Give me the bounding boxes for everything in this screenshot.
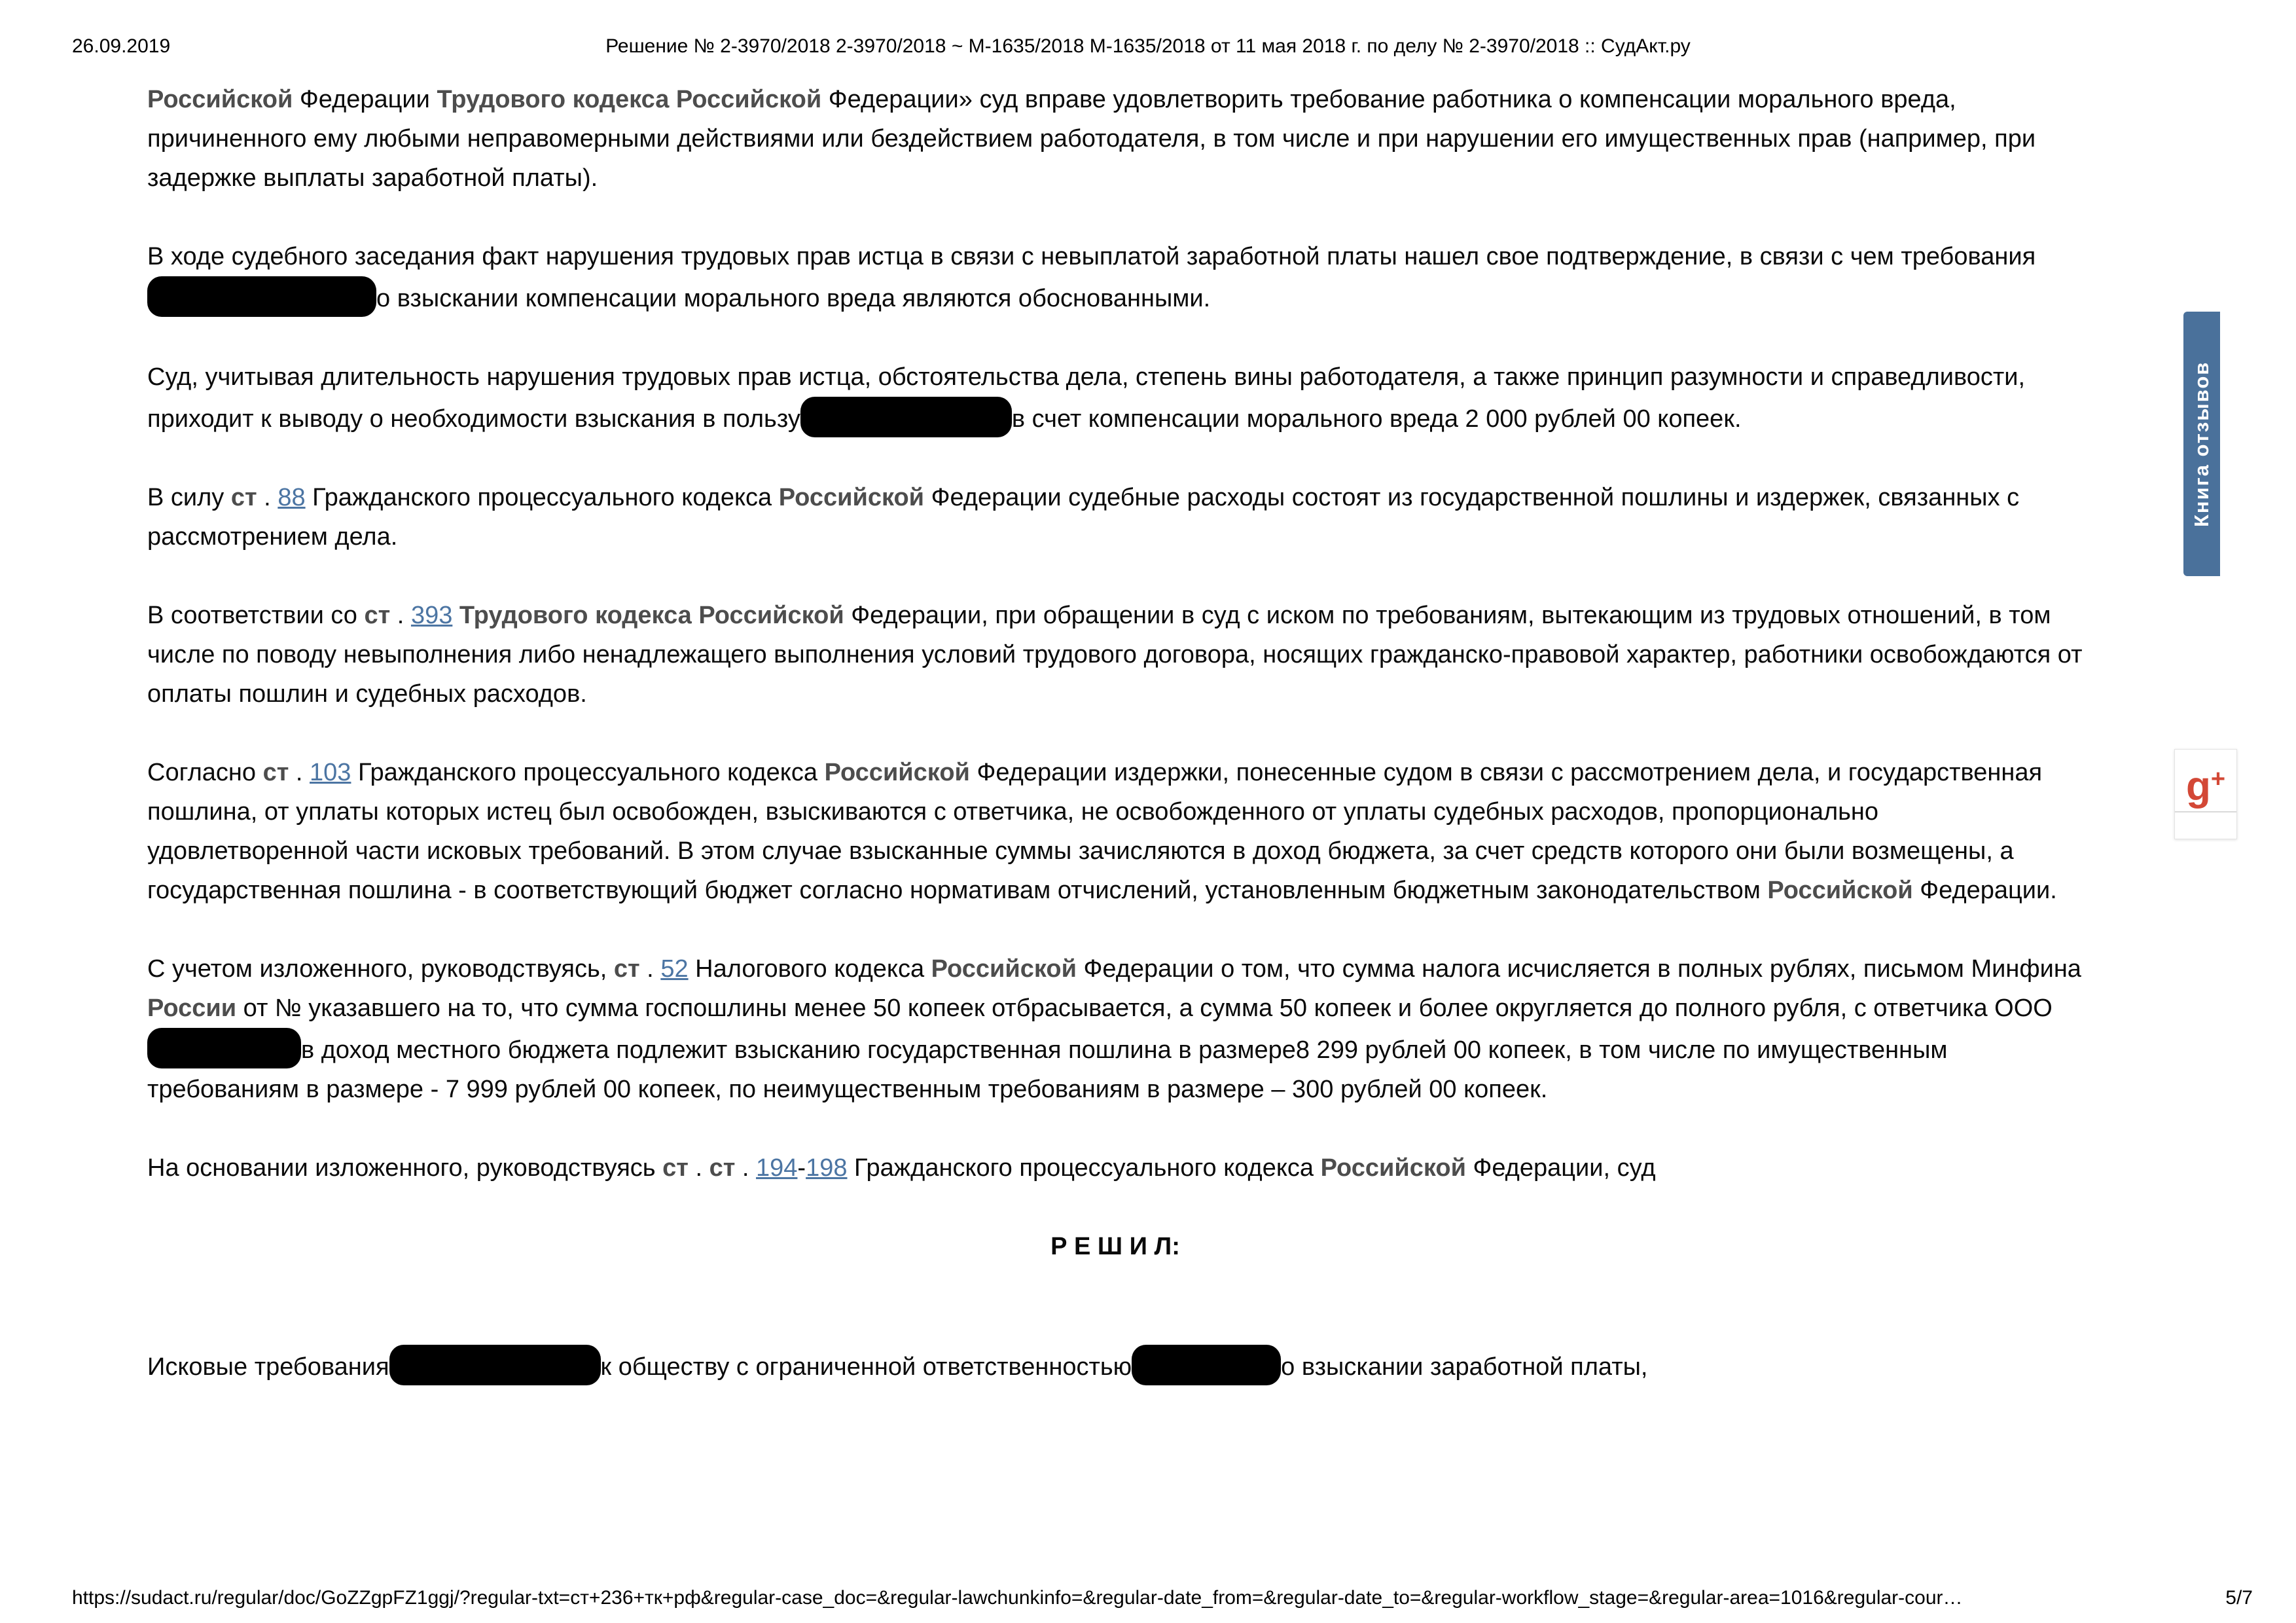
text-run: Федерации: [293, 86, 437, 113]
feedback-banner-label: Книга отзывов: [2190, 361, 2213, 527]
gplus-plus-sign: +: [2210, 765, 2226, 793]
highlighted-term: Трудового кодекса Российской: [437, 86, 822, 113]
highlighted-term: Российской: [147, 86, 293, 113]
print-footer-url: https://sudact.ru/regular/doc/GoZZgpFZ1ggj/?regular-txt=ст+236+тк+рф&regular-case_doc=&regular-lawchunkinfo=&regular-date_from=&regular-date_to=&regular-workflow_stage=&regular-area=1016&regular-cour…: [72, 1587, 1963, 1609]
text-run: В соответствии со: [147, 602, 365, 629]
text-run: в счет компенсации морального вреда 2 000 рублей 00 копеек.: [1011, 405, 1742, 433]
paragraph: [147, 949, 2083, 1109]
highlighted-term: ст: [262, 759, 289, 786]
text-run: от № указавшего на то, что сумма госпошлины менее 50 копеек отбрасывается, а сумма 50 копеек и более округляется до полного рубля, с ответчика ООО: [236, 994, 2053, 1022]
redaction-box: [800, 397, 1012, 437]
resolution-heading: [147, 1227, 2083, 1266]
highlighted-term: ст: [230, 484, 257, 511]
paragraph: [147, 753, 2083, 910]
text-run: Федерации.: [1912, 877, 2057, 904]
text-run: В силу: [147, 484, 231, 511]
gplus-g: g: [2185, 764, 2211, 809]
text-run: Гражданского процессуального кодекса: [351, 759, 825, 786]
text-run: Гражданского процессуального кодекса: [847, 1154, 1321, 1182]
text-run: На основании изложенного, руководствуясь: [147, 1154, 663, 1182]
highlighted-term: ст: [364, 602, 391, 629]
text-run: Федерации» суд вправе удовлетворить требование работника о компенсации морального вреда, причиненного ему любыми неправомерными действиями или бездействием работодателя, в том числе и при нарушении его имущественных прав (например, при задержке выплаты заработной платы).: [147, 86, 2036, 192]
highlighted-term: Российской: [778, 484, 925, 511]
article-link[interactable]: 103: [310, 759, 351, 786]
redaction-box: [389, 1345, 601, 1385]
article-link[interactable]: 198: [806, 1154, 848, 1182]
text-run: .: [639, 955, 661, 983]
text-run: Налогового кодекса: [688, 955, 931, 983]
print-header-date: 26.09.2019: [72, 35, 171, 57]
text-run: о взыскании компенсации морального вреда являются обоснованными.: [376, 285, 1211, 312]
paragraph: [147, 596, 2083, 714]
text-run: в доход местного бюджета подлежит взысканию государственная пошлина в размере8 299 рублей 00 копеек, в том числе по имущественным требованиям в размере - 7 999 рублей 00 копеек, по неимущественным требованиям в размере – 300 рублей 00 копеек.: [147, 1036, 1948, 1103]
paragraph: [147, 1148, 2083, 1188]
redaction-box: [1132, 1345, 1281, 1385]
paragraph: [147, 1345, 2083, 1387]
text-run: [452, 602, 459, 629]
text-run: .: [735, 1154, 757, 1182]
text-run: С учетом изложенного, руководствуясь,: [147, 955, 614, 983]
article-link[interactable]: 194: [756, 1154, 798, 1182]
text-run: Федерации, суд: [1465, 1154, 1656, 1182]
article-link[interactable]: 393: [410, 602, 453, 629]
print-footer-page-indicator: 5/7: [2225, 1587, 2253, 1609]
google-plus-icon: [2175, 751, 2236, 815]
paragraph: [147, 80, 2083, 198]
text-run: Федерации о том, что сумма налога исчисляется в полных рублях, письмом Минфина: [1076, 955, 2081, 983]
highlighted-term: Трудового кодекса Российской: [459, 602, 844, 629]
text-run: Р Е Ш И Л:: [1050, 1233, 1180, 1260]
text-run: Исковые требования: [147, 1353, 389, 1381]
paragraph: [147, 478, 2083, 556]
article-link[interactable]: 88: [278, 484, 306, 511]
text-run: к обществу с ограниченной ответственностью: [600, 1353, 1132, 1381]
text-run: Федерации, при обращении в суд с иском по требованиям, вытекающим из трудовых отношений, в том числе по поводу невыполнения либо ненадлежащего выполнения условий трудового договора, носящих гражданско-правовой характер, работники освобождаются от оплаты пошлин и судебных расходов.: [147, 602, 2083, 708]
paragraph: [147, 357, 2083, 439]
feedback-book-banner[interactable]: [2183, 312, 2220, 576]
highlighted-term: Российской: [824, 759, 970, 786]
text-run: Федерации судебные расходы состоят из государственной пошлины и издержек, связанных с рассмотрением дела.: [147, 484, 2020, 551]
document-body: [147, 80, 2083, 1426]
redaction-box: [147, 276, 376, 317]
print-header-title: Решение № 2-3970/2018 2-3970/2018 ~ М-1635/2018 М-1635/2018 от 11 мая 2018 г. по делу № 2-3970/2018 :: СудАкт.ру: [605, 35, 1691, 57]
text-run: .: [688, 1154, 709, 1182]
text-run: -: [797, 1154, 806, 1182]
text-run: .: [257, 484, 278, 511]
paragraph: [147, 237, 2083, 318]
article-link[interactable]: 52: [660, 955, 689, 983]
highlighted-term: Российской: [1320, 1154, 1466, 1182]
highlighted-term: ст: [662, 1154, 689, 1182]
gplus-divider: [2175, 811, 2236, 812]
text-run: В ходе судебного заседания факт нарушения трудовых прав истца в связи с невыплатой заработной платы нашел свое подтверждение, в связи с чем требования: [147, 243, 2036, 270]
redaction-box: [147, 1028, 301, 1068]
text-run: Гражданского процессуального кодекса: [305, 484, 779, 511]
text-run: Федерации издержки, понесенные судом в связи с рассмотрением дела, и государственная пошлина, от уплаты которых истец был освобожден, взыскиваются с ответчика, не освобожденного от уплаты судебных расходов, пропорционально удовлетворенной части исковых требований. В этом случае взысканные суммы зачисляются в доход бюджета, за счет средств которого они были возмещены, а государственная пошлина - в соответствующий бюджет согласно нормативам отчислений, установленным бюджетным законодательством: [147, 759, 2043, 904]
highlighted-term: Российской: [1767, 877, 1913, 904]
highlighted-term: ст: [709, 1154, 736, 1182]
highlighted-term: ст: [613, 955, 640, 983]
text-run: .: [289, 759, 310, 786]
text-run: о взыскании заработной платы,: [1281, 1353, 1648, 1381]
text-run: .: [390, 602, 411, 629]
text-run: Согласно: [147, 759, 263, 786]
google-plus-button[interactable]: [2174, 749, 2237, 839]
highlighted-term: Российской: [931, 955, 1077, 983]
text-run: Суд, учитывая длительность нарушения трудовых прав истца, обстоятельства дела, степень вины работодателя, а также принцип разумности и справедливости, приходит к выводу о необходимости взыскания в пользу: [147, 363, 2026, 433]
highlighted-term: России: [147, 994, 237, 1022]
